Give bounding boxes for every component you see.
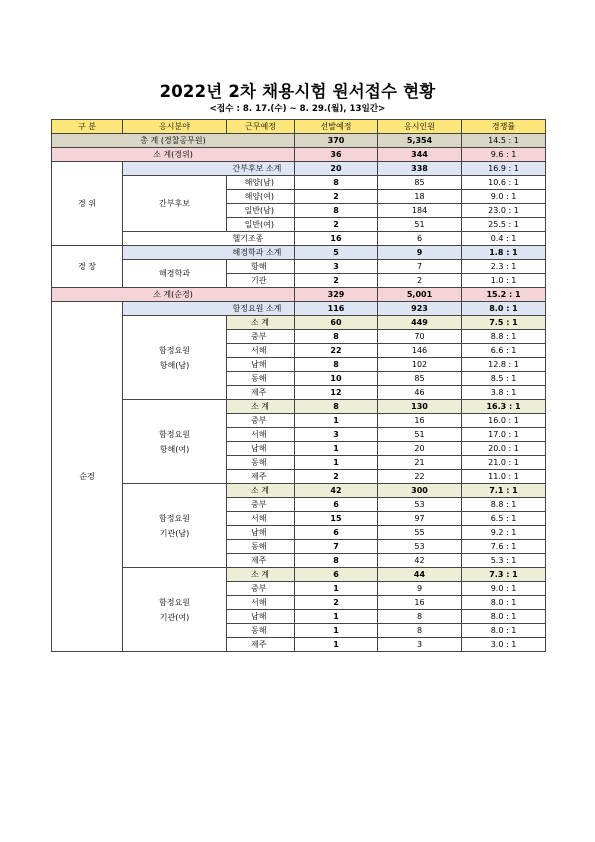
table-row: [52, 568, 546, 582]
quota-cell: 1: [295, 442, 378, 456]
quota-cell: 16: [295, 232, 378, 246]
quota-cell: 8: [295, 358, 378, 372]
field-label-line1: 함정요원: [159, 429, 190, 439]
applicants-cell: 3: [378, 638, 462, 652]
subtotal-ratio: 1.8 : 1: [462, 246, 546, 260]
subtotal-label: 소 계(순경): [52, 288, 295, 302]
place-cell: 서해: [227, 344, 295, 358]
quota-cell: 1: [295, 414, 378, 428]
subtotal-applicants: 923: [378, 302, 462, 316]
field-label-line1: 함정요원: [159, 597, 190, 607]
applicants-cell: 7: [378, 260, 462, 274]
quota-cell: 3: [295, 428, 378, 442]
ratio-cell: 16.0 : 1: [462, 414, 546, 428]
subtotal-ratio: 7.5 : 1: [462, 316, 546, 330]
quota-cell: 1: [295, 456, 378, 470]
ratio-cell: 5.3 : 1: [462, 554, 546, 568]
ratio-cell: 8.8 : 1: [462, 330, 546, 344]
applicants-cell: 8: [378, 624, 462, 638]
table-row: [52, 246, 546, 260]
applicants-cell: 51: [378, 218, 462, 232]
applicants-cell: 16: [378, 596, 462, 610]
ratio-cell: 17.0 : 1: [462, 428, 546, 442]
field-label: [123, 484, 227, 568]
header-cell: 선발예정: [295, 120, 378, 134]
field-label: 해경학과: [123, 260, 227, 288]
applicants-cell: 8: [378, 610, 462, 624]
subtotal-quota: 42: [295, 484, 378, 498]
ratio-cell: 9.2 : 1: [462, 526, 546, 540]
applicants-cell: 53: [378, 540, 462, 554]
field-label-line1: 함정요원: [159, 513, 190, 523]
field-label: [123, 400, 227, 484]
ratio-cell: 8.0 : 1: [462, 596, 546, 610]
ratio-cell: 9.0 : 1: [462, 190, 546, 204]
total-row: [52, 134, 546, 148]
applicants-cell: 102: [378, 358, 462, 372]
subtotal-quota: 20: [295, 162, 378, 176]
ratio-cell: 23.0 : 1: [462, 204, 546, 218]
place-cell: 제주: [227, 386, 295, 400]
subtotal-row: [52, 148, 546, 162]
applicants-cell: 2: [378, 274, 462, 288]
quota-cell: 2: [295, 218, 378, 232]
applicants-cell: 55: [378, 526, 462, 540]
ratio-cell: 20.0 : 1: [462, 442, 546, 456]
quota-cell: 6: [295, 498, 378, 512]
place-cell: 중부: [227, 330, 295, 344]
subtotal-applicants: 300: [378, 484, 462, 498]
quota-cell: 1: [295, 624, 378, 638]
applicants-cell: 18: [378, 190, 462, 204]
ratio-cell: 2.3 : 1: [462, 260, 546, 274]
place-cell: 항해: [227, 260, 295, 274]
subtotal-label: 소 계: [227, 316, 295, 330]
total-quota: 370: [295, 134, 378, 148]
subtotal-quota: 5: [295, 246, 378, 260]
subtotal-applicants: 449: [378, 316, 462, 330]
applicants-cell: 21: [378, 456, 462, 470]
subtotal-quota: 60: [295, 316, 378, 330]
place-cell: 남해: [227, 358, 295, 372]
applicants-cell: 146: [378, 344, 462, 358]
place-cell: 동해: [227, 372, 295, 386]
place-cell: 제주: [227, 638, 295, 652]
subtotal-ratio: 16.9 : 1: [462, 162, 546, 176]
applicants-cell: 70: [378, 330, 462, 344]
subtotal-applicants: 5,001: [378, 288, 462, 302]
subtotal-quota: 6: [295, 568, 378, 582]
subtotal-quota: 116: [295, 302, 378, 316]
subtotal-row: [52, 288, 546, 302]
place-cell: 해양(여): [227, 190, 295, 204]
subtotal-ratio: 9.6 : 1: [462, 148, 546, 162]
table-row: [52, 484, 546, 498]
subtotal-ratio: 16.3 : 1: [462, 400, 546, 414]
header-cell: 응시분야: [123, 120, 227, 134]
applicants-cell: 85: [378, 176, 462, 190]
table-row: [52, 162, 546, 176]
quota-cell: 6: [295, 526, 378, 540]
field-label-line1: 함정요원: [159, 345, 190, 355]
applicants-cell: 6: [378, 232, 462, 246]
recruitment-table: [51, 119, 546, 652]
table-row: [52, 232, 546, 246]
applicants-cell: 53: [378, 498, 462, 512]
subtotal-ratio: 7.3 : 1: [462, 568, 546, 582]
quota-cell: 2: [295, 596, 378, 610]
ratio-cell: 8.5 : 1: [462, 372, 546, 386]
quota-cell: 2: [295, 470, 378, 484]
subtotal-label: 소 계(경위): [52, 148, 295, 162]
applicants-cell: 85: [378, 372, 462, 386]
table-row: [52, 400, 546, 414]
ratio-cell: 11.0 : 1: [462, 470, 546, 484]
applicants-cell: 9: [378, 582, 462, 596]
ratio-cell: 1.0 : 1: [462, 274, 546, 288]
field-label-line2: 항해(남): [159, 360, 190, 370]
place-cell: 서해: [227, 596, 295, 610]
total-ratio: 14.5 : 1: [462, 134, 546, 148]
quota-cell: 3: [295, 260, 378, 274]
applicants-cell: 42: [378, 554, 462, 568]
subtotal-applicants: 344: [378, 148, 462, 162]
table-row: [52, 176, 546, 190]
field-label: [123, 316, 227, 400]
group-label: 순경: [52, 302, 123, 652]
ratio-cell: 6.5 : 1: [462, 512, 546, 526]
subtotal-quota: 329: [295, 288, 378, 302]
applicants-cell: 16: [378, 414, 462, 428]
subtotal-label: 소 계: [227, 400, 295, 414]
place-cell: 해양(남): [227, 176, 295, 190]
quota-cell: 2: [295, 190, 378, 204]
subtotal-quota: 36: [295, 148, 378, 162]
place-cell: 중부: [227, 498, 295, 512]
group-label: 경 장: [52, 246, 123, 288]
header-cell: 구 분: [52, 120, 123, 134]
place-cell: 기관: [227, 274, 295, 288]
quota-cell: 7: [295, 540, 378, 554]
group-label: 경 위: [52, 162, 123, 246]
place-cell: 동해: [227, 540, 295, 554]
applicants-cell: 51: [378, 428, 462, 442]
table-row: [52, 316, 546, 330]
ratio-cell: 3.8 : 1: [462, 386, 546, 400]
ratio-cell: 8.8 : 1: [462, 498, 546, 512]
table-row: [52, 260, 546, 274]
ratio-cell: 10.6 : 1: [462, 176, 546, 190]
ratio-cell: 0.4 : 1: [462, 232, 546, 246]
header-cell: 경쟁률: [462, 120, 546, 134]
place-cell: 제주: [227, 470, 295, 484]
applicants-cell: 46: [378, 386, 462, 400]
place-cell: 서해: [227, 512, 295, 526]
subtotal-ratio: 7.1 : 1: [462, 484, 546, 498]
place-cell: 중부: [227, 414, 295, 428]
place-cell: 동해: [227, 624, 295, 638]
field-label: 헬기조종: [227, 232, 295, 246]
subtotal-applicants: 338: [378, 162, 462, 176]
table-row: [52, 302, 546, 316]
quota-cell: 12: [295, 386, 378, 400]
subtotal-applicants: 130: [378, 400, 462, 414]
subtotal-label: 소 계: [227, 568, 295, 582]
ratio-cell: 8.0 : 1: [462, 610, 546, 624]
quota-cell: 8: [295, 330, 378, 344]
quota-cell: 10: [295, 372, 378, 386]
subtotal-applicants: 44: [378, 568, 462, 582]
field-label: [123, 568, 227, 652]
subtotal-quota: 8: [295, 400, 378, 414]
ratio-cell: 12.8 : 1: [462, 358, 546, 372]
place-cell: 일반(남): [227, 204, 295, 218]
ratio-cell: 7.6 : 1: [462, 540, 546, 554]
ratio-cell: 3.0 : 1: [462, 638, 546, 652]
subtotal-label: 해경학과 소계: [227, 246, 295, 260]
quota-cell: 1: [295, 638, 378, 652]
place-cell: 서해: [227, 428, 295, 442]
applicants-cell: 22: [378, 470, 462, 484]
ratio-cell: 8.0 : 1: [462, 624, 546, 638]
applicants-cell: 20: [378, 442, 462, 456]
quota-cell: 8: [295, 176, 378, 190]
subtotal-ratio: 8.0 : 1: [462, 302, 546, 316]
page-subtitle: <접수 : 8. 17.(수) ~ 8. 29.(월), 13일간>: [209, 104, 386, 114]
quota-cell: 22: [295, 344, 378, 358]
table-header: [52, 120, 546, 134]
place-cell: 일반(여): [227, 218, 295, 232]
place-cell: 남해: [227, 442, 295, 456]
subtotal-applicants: 9: [378, 246, 462, 260]
quota-cell: 8: [295, 204, 378, 218]
place-cell: 중부: [227, 582, 295, 596]
total-label: 총 계 (경찰공무원): [52, 134, 295, 148]
quota-cell: 1: [295, 610, 378, 624]
header-cell: 근무예정: [227, 120, 295, 134]
applicants-cell: 184: [378, 204, 462, 218]
subtotal-label: 소 계: [227, 484, 295, 498]
place-cell: 남해: [227, 526, 295, 540]
place-cell: 남해: [227, 610, 295, 624]
field-label-line2: 기관(남): [159, 528, 190, 538]
ratio-cell: 9.0 : 1: [462, 582, 546, 596]
subtotal-ratio: 15.2 : 1: [462, 288, 546, 302]
quota-cell: 2: [295, 274, 378, 288]
quota-cell: 1: [295, 582, 378, 596]
subtotal-label: 함정요원 소계: [227, 302, 295, 316]
total-applicants: 5,354: [378, 134, 462, 148]
quota-cell: 8: [295, 554, 378, 568]
page-title: 2022년 2차 채용시험 원서접수 현황: [159, 82, 436, 101]
quota-cell: 15: [295, 512, 378, 526]
field-label-line2: 기관(여): [159, 612, 190, 622]
applicants-cell: 97: [378, 512, 462, 526]
header-cell: 응시인원: [378, 120, 462, 134]
subtotal-label: 간부후보 소계: [227, 162, 295, 176]
place-cell: 제주: [227, 554, 295, 568]
ratio-cell: 21.0 : 1: [462, 456, 546, 470]
ratio-cell: 6.6 : 1: [462, 344, 546, 358]
field-label-line2: 항해(여): [159, 444, 190, 454]
ratio-cell: 25.5 : 1: [462, 218, 546, 232]
place-cell: 동해: [227, 456, 295, 470]
field-label: 간부후보: [123, 176, 227, 232]
